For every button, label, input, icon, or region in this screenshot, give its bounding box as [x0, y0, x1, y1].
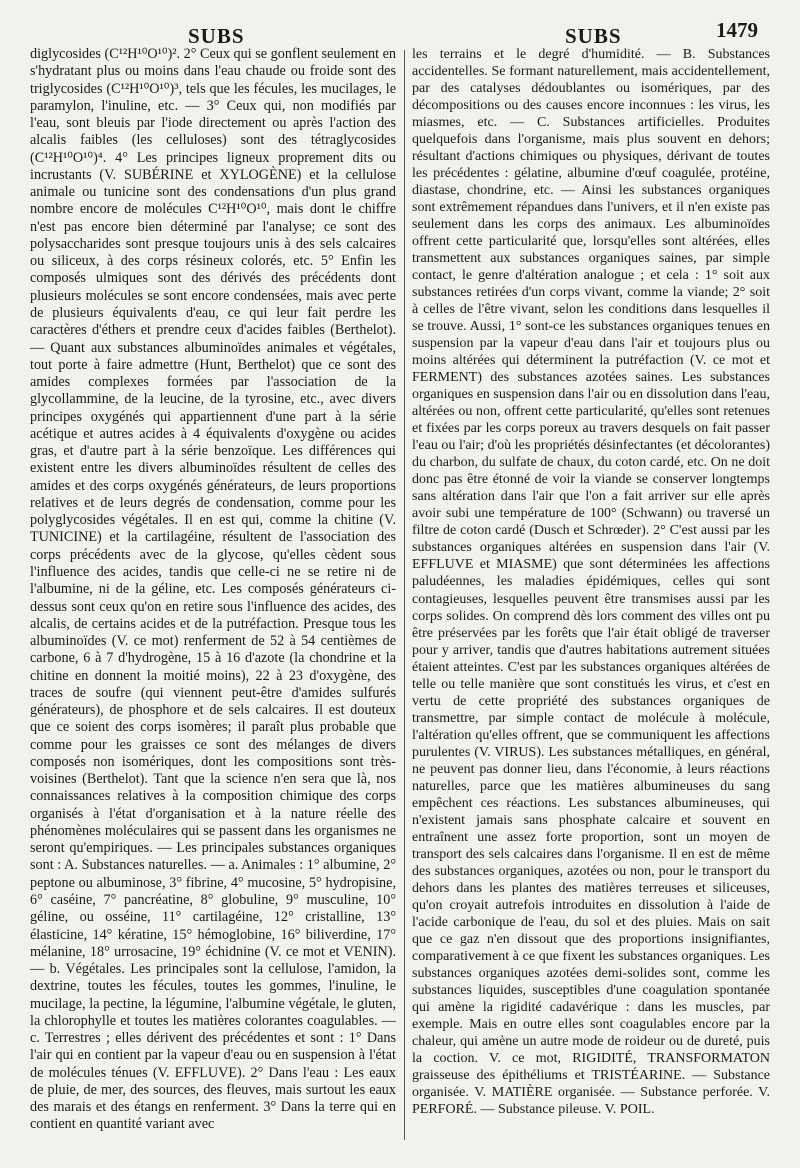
page-number: 1479: [716, 18, 758, 42]
left-column: [30, 46, 396, 1134]
left-column-text: diglycosides (C¹²H¹⁰O¹⁰)². 2° Ceux qui se gonflent seulement en s'hydratant plus ou moins dans l'eau chaude ou froide sont des triglycosides (C¹²H¹⁰O¹⁰)³, tels que les fécules, les mucilages, le paramylon, l'inuline, etc. — 3° Ceux qui, non modifiés par l'eau, sont bleuis par l'iode directement ou après l'action des alcalis faibles (les celluloses) sont des tétraglycosides (C¹²H¹⁰O¹⁰)⁴. 4° Les principes ligneux proprement dits ou incrustants (V. SUBÉRINE et XYLOGÈNE) et la cellulose animale ou tunicine sont des condensations d'un plus grand nombre encore de molécules C¹²H¹⁰O¹⁰, mais dont le chiffre n'est pas encore bien déterminé par l'analyse; ce sont des polysaccharides sont presque toujours unis à des sels calcaires ou siliceux, à des corps résineux colorés, etc. 5° Enfin les composés ulmiques sont des dérivés des précédents dont plusieurs molécules se sont encore condensées, mais avec perte de plusieurs équivalents d'eau, ce qui leur fait perdre les caractères d'éthers et prendre ceux d'acides faibles (Berthelot). — Quant aux substances albuminoïdes animales et végétales, tout porte à faire admettre (Hunt, Berthelot) que ce sont des amides complexes formées par l'association de la glycollammine, de la leucine, de la tyrosine, etc., avec divers principes oxygénés qui appartiennent d'une part à la série acétique et autres acides à 4 équivalents d'oxygène ou acides gras, et d'autre part à la série benzoïque. Les différences qui existent entre les divers albuminoïdes résultent de celles des amides et des corps oxygénés générateurs, de leurs proportions relatives et de leurs degrés de condensation, comme pour les polyglycosides végétales. Il en est qui, comme la chitine (V. TUNICINE) et la cartilagéine, résultent de l'association des corps précédents avec de la glycose, qu'elles cèdent sous l'influence des acides, tandis que celle-ci ne se retire ni de l'albumine, ni de la géline, etc. Les composés générateurs ci-dessus sont ceux qu'on en retire sous l'influence des acides, des alcalis, de certains acides et de la putréfaction. Presque tous les albuminoïdes (V. ce mot) renferment de 52 à 54 centièmes de carbone, 6 à 7 d'hydrogène, 15 à 16 d'azote (la chondrine et la chitine en donnent la moitié moins), 22 à 23 d'oxygène, des traces de soufre (qui viennent peut-être d'amides sulfurés générateurs), de phosphore et de sels calcaires. Il est douteux que ce soient des corps isomères; il paraît plus probable que comme pour les graisses ce sont des mélanges de divers composés non isomériques, dont les compositions sont très-voisines (Berthelot). Tant que la science n'en sera que là, nos connaissances relatives à la composition chimique des corps organisés à l'état d'organisation et à la nature réelle des phénomènes moléculaires qui se passent dans les organismes ne seront qu'empiriques. — Les principales substances organiques sont : A. Substances naturelles. — a. Animales : 1° albumine, 2° peptone ou albuminose, 3° fibrine, 4° mucosine, 5° hydropisine, 6° caséine, 7° pancréatine, 8° globuline, 9° musculine, 10° géline, ou osséine, 11° cartilagéine, 12° cristalline, 13° élasticine, 14° kératine, 15° hémoglobine, 16° biliverdine, 17° mélanine, 18° urrosacine, 19° échidnine (V. ce mot et VENIN). — b. Végétales. Les principales sont la cellulose, l'amidon, la dextrine, toutes les fécules, toutes les gommes, l'inuline, le mucilage, la pectine, la légumine, l'albumine végétale, le gluten, la chlorophylle et toutes les matières colorantes coagulables. — c. Terrestres ; elles dérivent des précédentes et sont : 1° Dans l'air qui en contient par la vapeur d'eau ou en suspension à l'état de molécules ténues (V. EFFLUVE). 2° Dans l'eau : Les eaux de pluie, de mer, des sources, des fleuves, mais surtout les eaux des marais et des étangs en renferment. 3° Dans la terre qui en contient en quantité variant avec: [30, 46, 396, 1133]
column-divider: [404, 50, 405, 1140]
running-head-left: SUBS: [188, 24, 245, 48]
running-head-right: SUBS: [565, 24, 622, 48]
right-column: [412, 46, 770, 1118]
right-column-text: les terrains et le degré d'humidité. — B. Substances accidentelles. Se formant naturellement, mais accidentellement, par des catalyses dédoublantes ou isomériques, par des décompositions ou des causes encore inconnues : les virus, les miasmes, etc. — C. Substances artificielles. Produites quelquefois dans l'organisme, mais plus souvent en dehors; résultant d'actions chimiques ou physiques, dérivant de toutes les précédentes : gélatine, albumine d'œuf coagulée, protéine, diastase, chondrine, etc. — Ainsi les substances organiques sont extrêmement répandues dans l'univers, et il n'en existe pas seulement dans les corps des animaux. Les albuminoïdes offrent cette particularité que, lorsqu'elles sont altérées, elles transmettent aux substances organiques saines, par simple contact, le genre d'altération analogue ; et cela : 1° soit aux substances retirées d'un corps vivant, comme la viande; 2° soit à celles de l'être vivant, selon les conditions dans lesquelles il se trouve. Aussi, 1° sont-ce les substances organiques tenues en suspension par la vapeur d'eau dans l'air et toujours plus ou moins altérées qui déterminent la putréfaction (V. ce mot et FERMENT) des substances azotées saines. Les substances organiques en suspension dans l'air ou en dissolution dans l'eau, altérées ou non, offrent cette particularité, qu'elles sont retenues et fixées par les corps poreux au travers desquels on fait passer l'eau ou l'air; d'où les propriétés désinfectantes (et décolorantes) du charbon, du sulfate de chaux, du coton cardé, etc. On ne doit donc pas être étonné de voir la viande se conserver longtemps sans altération dans l'air que l'on a fait arriver sur elle après avoir subi une température de 100° (Schwann) ou traversé un filtre de coton cardé (Dusch et Schrœder). 2° C'est aussi par les substances organiques altérées en suspension dans l'air (V. EFFLUVE et MIASME) que sont déterminées les affections paludéennes, les maladies épidémiques, celles qui sont contagieuses, lesquelles peuvent être transmises aussi par les corps solides. On comprend dès lors comment des villes ont pu être préservées par les forêts que l'air était obligé de traverser pour y arriver, tandis que d'autres habitations autrement situées étaient atteintes. C'est par les substances organiques altérées de telle ou telle manière que sont constitués les virus, et c'est en vertu de cette propriété des substances organiques de transmettre, par simple contact de molécule à molécule, l'altération qu'elles offrent, que se communiquent les affections purulentes (V. VIRUS). Les substances métalliques, en général, ne peuvent pas donner lieu, dans l'économie, à leurs réactions naturelles, parce que les matières albumineuses du sang empêchent ces réactions. Les substances albumineuses, qui n'existent jamais sans phosphate calcaire et souvent en entraînent une assez forte proportion, sont un moyen de transport des sels calcaires dans l'organisme. Il en est de même des substances organiques, azotées ou non, pour le transport du dehors dans les plantes des matières terreuses et siliceuses, qu'on croyait autrefois introduites en dissolution à l'aide de l'acide carbonique de l'eau, du sol et des pluies. Mais on sait que ce gaz n'en dissout que des proportions insignifiantes, comparativement à ce que fixent les substances organiques. Les substances organiques azotées demi-solides sont, comme les substances liquides, susceptibles d'une coagulation spontanée qui amène la rigidité cadavérique : dans les muscles, par exemple. Mais en outre elles sont coagulables encore par la chaleur, qui amène un autre mode de roideur ou de dureté, puis la coction. V. ce mot, RIGIDITÉ, TRANSFORMATON graisseuse des épithéliums et TRISTÉARINE. — Substance organisée. V. MATIÈRE organisée. — Substance perforée. V. PERFORÉ. — Substance pileuse. V. POIL.: [412, 47, 770, 1117]
